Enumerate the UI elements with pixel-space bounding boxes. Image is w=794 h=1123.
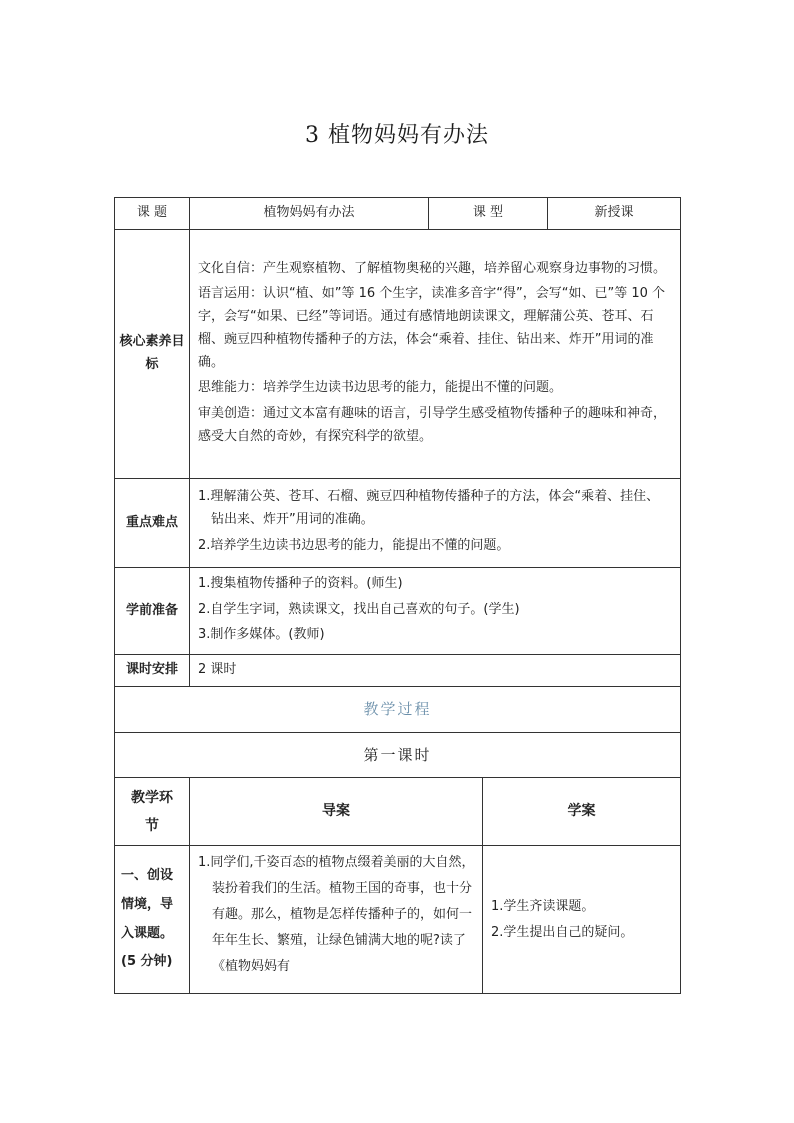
prep-content [190, 568, 681, 655]
info-row [115, 198, 681, 230]
schedule-value: 2 课时 [190, 655, 681, 687]
columns-header-row [115, 778, 681, 846]
stage-1-study-item: 1.学生齐读课题。 [491, 898, 595, 914]
goal-item-aesthetic: 审美创造：通过文本富有趣味的语言，引导学生感受植物传播种子的趣味和神奇，感受大自然的奇妙，有探究科学的欲望。 [198, 406, 667, 444]
prep-item: 3.制作多媒体。(教师) [198, 627, 325, 643]
goals-row [115, 230, 681, 479]
topic-label: 课 题 [115, 198, 190, 230]
goal-item-language: 语言运用：认识“植、如”等 16 个生字，读准多音字“得”，会写“如、已”等 10 个字，会写“如果、已经”等词语。通过有感情地朗读课文，理解蒲公英、苍耳、石榴、豌豆四种植物传播种子的方法，体会“乘着、挂住、钻出来、炸开”用词的准确。 [198, 286, 666, 370]
type-label: 课 型 [429, 198, 548, 230]
goals-content [190, 230, 681, 479]
goal-item-thinking: 思维能力：培养学生边读书边思考的能力，能提出不懂的问题。 [198, 380, 563, 396]
stage-1-study-item: 2.学生提出自己的疑问。 [491, 924, 634, 940]
process-heading-row [115, 687, 681, 733]
stage-1-name: 一、创设情境，导入课题。(5 分钟) [115, 846, 190, 994]
key-points-row [115, 479, 681, 568]
process-heading: 教学过程 [115, 687, 681, 733]
col-guide-header: 导案 [190, 778, 483, 846]
stage-1-guide [190, 846, 483, 994]
stage-1-study [483, 846, 681, 994]
schedule-label: 课时安排 [115, 655, 190, 687]
key-points-label: 重点难点 [115, 479, 190, 568]
key-points-content [190, 479, 681, 568]
document-title: 3 植物妈妈有办法 [305, 123, 489, 148]
prep-item: 1.搜集植物传播种子的资料。(师生) [198, 575, 403, 591]
stage-1-guide-text: 1.同学们,千姿百态的植物点缀着美丽的大自然，装扮着我们的生活。植物王国的奇事，也十分有趣。那么，植物是怎样传播种子的，如何一年年生长、繁殖，让绿色铺满大地的呢?读了《植物妈妈有 [198, 855, 475, 974]
prep-item: 2.自学生字词，熟读课文，找出自己喜欢的句子。(学生) [198, 601, 520, 617]
goals-label: 核心素养目标 [115, 230, 190, 479]
goal-item-culture: 文化自信：产生观察植物、了解植物奥秘的兴趣，培养留心观察身边事物的习惯。 [198, 260, 667, 276]
prep-label: 学前准备 [115, 568, 190, 655]
col-stage-header: 教学环节 [115, 778, 190, 846]
period-row [115, 733, 681, 778]
lesson-plan-table [114, 197, 681, 994]
stage-1-row [115, 846, 681, 994]
prep-row [115, 568, 681, 655]
topic-value: 植物妈妈有办法 [190, 198, 429, 230]
key-point-item: 1.理解蒲公英、苍耳、石榴、豌豆四种植物传播种子的方法，体会“乘着、挂住、钻出来、炸开”用词的准确。 [198, 489, 660, 528]
schedule-row [115, 655, 681, 687]
col-study-header: 学案 [483, 778, 681, 846]
type-value: 新授课 [548, 198, 681, 230]
period-heading: 第一课时 [115, 733, 681, 778]
key-point-item: 2.培养学生边读书边思考的能力，能提出不懂的问题。 [198, 537, 510, 553]
